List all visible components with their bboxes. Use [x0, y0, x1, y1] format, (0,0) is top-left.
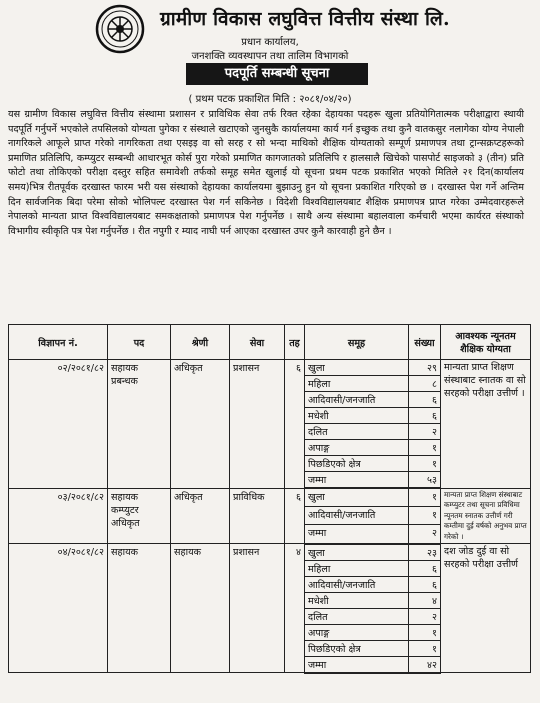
- notice-body: [8, 108, 524, 239]
- notice-header: [0, 0, 540, 112]
- count-cell: ४: [409, 592, 441, 608]
- ad-number-cell: ०४/२०८१/८२: [9, 544, 108, 673]
- service-cell: प्रशासन: [230, 360, 285, 489]
- header-group: समूह: [305, 325, 409, 360]
- table-row: [9, 360, 531, 376]
- header-qualification: आवश्यक न्यूनतम शैक्षिक योग्यता: [441, 325, 531, 360]
- count-cell: २: [409, 608, 441, 624]
- qualification-cell: दश जोड दुई वा सो सरहको परीक्षा उत्तीर्ण: [441, 544, 531, 673]
- group-cell: खुला: [305, 488, 409, 507]
- publication-date: ( प्रथम पटक प्रकाशित मिति : २०८१/०४/२०): [188, 94, 352, 105]
- group-cell: अपाङ्ग: [305, 624, 409, 640]
- notice-title-banner: पदपूर्ति सम्बन्धी सूचना: [186, 63, 368, 85]
- group-cell: खुला: [305, 544, 409, 561]
- count-cell: ४२: [409, 656, 441, 673]
- table-row: [9, 544, 531, 561]
- level-cell: ६: [285, 360, 305, 489]
- qualification-cell: मान्यता प्राप्त शिक्षण संस्थाबाट कम्प्युटर तथा सूचना प्रविधिमा न्यूनतम स्नातक उत्तीर्ण गरी कम्तीमा दुई वर्षको अनुभव प्राप्त गरेको ।: [441, 488, 531, 544]
- count-cell: ५३: [409, 472, 441, 489]
- group-cell: आदिवासी/जनजाति: [305, 576, 409, 592]
- count-cell: २९: [409, 360, 441, 376]
- group-cell: जम्मा: [305, 472, 409, 489]
- office-name: प्रधान कार्यालय,: [241, 37, 299, 48]
- department-name: जनशक्ति व्यवस्थापन तथा तालिम विभागको: [191, 51, 349, 62]
- vacancy-table-body: [9, 360, 531, 673]
- level-cell: ६: [285, 488, 305, 544]
- table-header-row: [9, 325, 531, 360]
- count-cell: ८: [409, 376, 441, 392]
- count-cell: ६: [409, 576, 441, 592]
- category-cell: अधिकृत: [171, 488, 230, 544]
- count-cell: १: [409, 640, 441, 656]
- count-cell: २३: [409, 544, 441, 561]
- organization-name: ग्रामीण विकास लघुवित्त वित्तीय संस्था लि.: [160, 8, 450, 30]
- group-cell: आदिवासी/जनजाति: [305, 507, 409, 525]
- qualification-cell: मान्यता प्राप्त शिक्षण संस्थाबाट स्नातक वा सो सरहको परीक्षा उत्तीर्ण ।: [441, 360, 531, 489]
- group-cell: अपाङ्ग: [305, 440, 409, 456]
- notice-paragraph: यस ग्रामीण विकास लघुवित्त वित्तीय संस्थामा प्रशासन र प्राविधिक सेवा तर्फ रिक्त रहेका देहायका पदहरू खुला प्रतियोगितात्मक परीक्षाद्वारा स्थायी पदपूर्ति गर्नुपर्ने भएकोले तपसिलको योग्यता पुगेका र संस्थाले खटाएको जुनसुकै कार्यालयमा कार्य गर्न इच्छुक तथा कुनै वातकसुर नलागेका योग्य नेपाली नागरिकले आफूले प्राप्त गरेको नागरिकता तथा एसइइ वा सो सरह र सो भन्दा माथिको शैक्षिक योग्यताको सम्पूर्ण प्रमाणपत्र तथा ट्रान्सक्रप्टहरूको प्रमाणित प्रतिलिपि, कम्प्युटर सम्बन्धी आधारभूत कोर्स पुरा गरेको प्रमाणित कागजातको प्रतिलिपि र हालसालै खिचेको पासपोर्ट साइजको ३ (तीन) प्रति फोटो तथा तोकिएको परीक्षा दस्तुर सहित समावेशी तर्फको समूह समेत खुलाई यो सूचना प्रथम पटक प्रकाशित भएको मितिले २१ दिन(कार्यालय समय)भित्र रीतपूर्वक दरखास्त फारम भरी यस संस्थाको देहायका कार्यालयमा बुझाउनु हुन यो सूचना प्रकाशित गरिएको छ । दरखास्त पेश गर्ने अन्तिम दिन सार्वजनिक बिदा परेमा सोको भोलिपल्ट दरखास्त पेश गर्न सकिनेछ । विदेशी विश्वविद्यालयबाट शैक्षिक प्रमाणपत्र प्राप्त गरेका उम्मेदवारहरूले नेपालको मान्यता प्राप्त विश्वविद्यालयबाट समकक्षताको प्रमाणपत्र पेश गर्नुपर्नेछ । साथै अन्य संस्थामा बहालवाला कर्मचारी भएमा कार्यरत संस्थाको विभागीय स्वीकृति पत्र पेश गर्नुपर्नेछ । रीत नपुगी र म्याद नाघी पर्न आएका दरखास्त उपर कुनै कारवाही हुने छैन ।: [8, 109, 524, 237]
- service-cell: प्रशासन: [230, 544, 285, 673]
- group-cell: मधेशी: [305, 408, 409, 424]
- category-cell: सहायक: [171, 544, 230, 673]
- ad-number-cell: ०३/२०८१/८२: [9, 488, 108, 544]
- group-cell: खुला: [305, 360, 409, 376]
- vacancy-table: [8, 324, 531, 674]
- count-cell: ६: [409, 392, 441, 408]
- header-service: सेवा: [230, 325, 285, 360]
- group-cell: महिला: [305, 376, 409, 392]
- count-cell: १: [409, 440, 441, 456]
- count-cell: १: [409, 507, 441, 525]
- count-cell: २: [409, 525, 441, 544]
- group-cell: दलित: [305, 608, 409, 624]
- post-cell: सहायक: [108, 544, 171, 673]
- table-row: [9, 488, 531, 507]
- group-cell: दलित: [305, 424, 409, 440]
- header-category: श्रेणी: [171, 325, 230, 360]
- group-cell: आदिवासी/जनजाति: [305, 392, 409, 408]
- group-cell: जम्मा: [305, 656, 409, 673]
- header-level: तह: [285, 325, 305, 360]
- group-cell: महिला: [305, 560, 409, 576]
- level-cell: ४: [285, 544, 305, 673]
- count-cell: ६: [409, 408, 441, 424]
- group-cell: पिछडिएको क्षेत्र: [305, 640, 409, 656]
- post-cell: सहायक कम्प्युटर अधिकृत: [108, 488, 171, 544]
- header-count: संख्या: [409, 325, 441, 360]
- ad-number-cell: ०२/२०८१/८२: [9, 360, 108, 489]
- header-ad-number: विज्ञापन नं.: [9, 325, 108, 360]
- group-cell: जम्मा: [305, 525, 409, 544]
- group-cell: मधेशी: [305, 592, 409, 608]
- count-cell: ६: [409, 560, 441, 576]
- count-cell: १: [409, 624, 441, 640]
- count-cell: १: [409, 488, 441, 507]
- count-cell: २: [409, 424, 441, 440]
- header-post: पद: [108, 325, 171, 360]
- count-cell: १: [409, 456, 441, 472]
- service-cell: प्राविधिक: [230, 488, 285, 544]
- group-cell: पिछडिएको क्षेत्र: [305, 456, 409, 472]
- post-cell: सहायक प्रबन्धक: [108, 360, 171, 489]
- category-cell: अधिकृत: [171, 360, 230, 489]
